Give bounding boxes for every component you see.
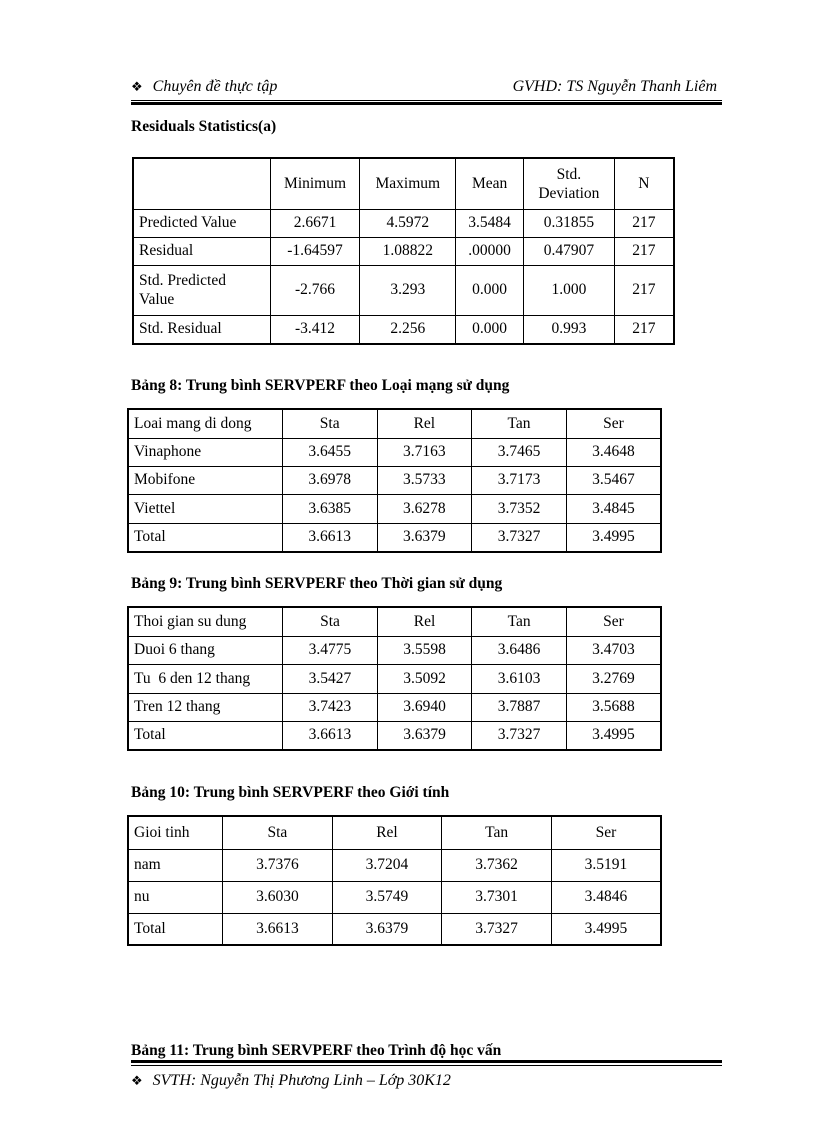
table-row: [133, 237, 674, 265]
header-cell: Std. Deviation: [524, 158, 615, 209]
table-row: [133, 315, 674, 344]
header-right-text: GVHD: TS Nguyễn Thanh Liêm: [512, 78, 717, 95]
cell: 1.000: [524, 265, 615, 315]
cell: 3.7327: [442, 913, 552, 945]
cell: 3.4995: [566, 523, 661, 552]
row-label: Tren 12 thang: [128, 693, 283, 721]
header-cell: N: [614, 158, 674, 209]
cell: 3.6030: [223, 881, 333, 913]
cell: 3.5467: [566, 466, 661, 494]
cell: 217: [614, 209, 674, 237]
row-label: Vinaphone: [128, 438, 282, 466]
cell: 3.7301: [442, 881, 552, 913]
table-row: [133, 265, 674, 315]
table-row: [128, 636, 661, 664]
cell: 3.4703: [566, 636, 661, 664]
header-cell: Sta: [282, 409, 377, 438]
cell: 3.4846: [551, 881, 661, 913]
cell: 3.4995: [566, 721, 661, 750]
cell: 1.08822: [360, 237, 456, 265]
cell: 0.000: [456, 315, 524, 344]
cell: 3.6379: [332, 913, 442, 945]
cell: 3.7204: [332, 849, 442, 881]
table-row: [128, 438, 661, 466]
table10-caption: Bảng 10: Trung bình SERVPERF theo Giới tính: [131, 784, 450, 801]
row-label: Total: [128, 523, 282, 552]
cell: 3.6486: [472, 636, 567, 664]
header-cell: Rel: [377, 409, 472, 438]
cell: .00000: [456, 237, 524, 265]
header-cell: Tan: [472, 409, 567, 438]
cell: 0.47907: [524, 237, 615, 265]
row-label: Predicted Value: [133, 209, 270, 237]
footer-rule: [131, 1060, 722, 1066]
cell: 3.7465: [472, 438, 567, 466]
cell: -2.766: [270, 265, 360, 315]
header-cell: Ser: [566, 409, 661, 438]
row-label: Residual: [133, 237, 270, 265]
header-cell: Maximum: [360, 158, 456, 209]
header-left-text: Chuyên đề thực tập: [152, 78, 278, 95]
table9: [127, 606, 662, 751]
cell: 3.7327: [472, 721, 567, 750]
cell: 3.6978: [282, 466, 377, 494]
diamond-bullet-icon: ❖: [131, 79, 143, 94]
cell: 3.4775: [283, 636, 378, 664]
cell: 3.5092: [377, 664, 472, 693]
header-cell: Gioi tinh: [128, 816, 223, 849]
header-cell: Minimum: [270, 158, 360, 209]
cell: 2.256: [360, 315, 456, 344]
cell: 3.6940: [377, 693, 472, 721]
header-cell: Rel: [332, 816, 442, 849]
cell: 3.6379: [377, 721, 472, 750]
cell: -3.412: [270, 315, 360, 344]
cell: 3.4648: [566, 438, 661, 466]
table-row: [128, 849, 661, 881]
cell: 3.5191: [551, 849, 661, 881]
cell: 3.6455: [282, 438, 377, 466]
cell: 0.993: [524, 315, 615, 344]
page-header: [131, 78, 721, 100]
cell: 3.6379: [377, 523, 472, 552]
table8-caption: Bảng 8: Trung bình SERVPERF theo Loại mạng sử dụng: [131, 377, 510, 394]
row-label: Total: [128, 913, 223, 945]
footer-text: SVTH: Nguyễn Thị Phương Linh – Lớp 30K12: [152, 1072, 451, 1089]
cell: 0.31855: [524, 209, 615, 237]
cell: 3.2769: [566, 664, 661, 693]
cell: 3.293: [360, 265, 456, 315]
header-cell: Rel: [377, 607, 472, 636]
row-label: Std. Predicted Value: [133, 265, 270, 315]
table-row: [128, 664, 661, 693]
cell: 217: [614, 315, 674, 344]
cell: 3.7362: [442, 849, 552, 881]
cell: 3.7376: [223, 849, 333, 881]
cell: 3.6613: [223, 913, 333, 945]
cell: 4.5972: [360, 209, 456, 237]
cell: 3.5749: [332, 881, 442, 913]
table-header-row: [128, 816, 661, 849]
cell: 3.7887: [472, 693, 567, 721]
table-header-row: [133, 158, 674, 209]
table-row: [128, 494, 661, 523]
table-row: [128, 693, 661, 721]
cell: 3.7352: [472, 494, 567, 523]
page-footer: [131, 1072, 451, 1090]
cell: 3.7423: [283, 693, 378, 721]
cell: 3.6385: [282, 494, 377, 523]
cell: 3.6613: [282, 523, 377, 552]
cell: 3.7327: [472, 523, 567, 552]
header-cell: Sta: [223, 816, 333, 849]
header-cell: [133, 158, 270, 209]
row-label: Tu 6 den 12 thang: [128, 664, 283, 693]
table-row: [133, 209, 674, 237]
table-row: [128, 881, 661, 913]
cell: 3.5688: [566, 693, 661, 721]
table8: [127, 408, 662, 553]
cell: 3.6278: [377, 494, 472, 523]
cell: 3.6613: [283, 721, 378, 750]
header-cell: Tan: [442, 816, 552, 849]
diamond-bullet-icon: ❖: [131, 1073, 143, 1088]
cell: 3.4995: [551, 913, 661, 945]
table-row: [128, 466, 661, 494]
header-rule: [131, 100, 722, 105]
cell: -1.64597: [270, 237, 360, 265]
cell: 0.000: [456, 265, 524, 315]
cell: 3.6103: [472, 664, 567, 693]
cell: 3.5733: [377, 466, 472, 494]
table-row: [128, 523, 661, 552]
row-label: Total: [128, 721, 283, 750]
residuals-caption: Residuals Statistics(a): [131, 118, 277, 135]
row-label: Duoi 6 thang: [128, 636, 283, 664]
cell: 3.5427: [283, 664, 378, 693]
table10: [127, 815, 662, 946]
header-cell: Thoi gian su dung: [128, 607, 283, 636]
table9-caption: Bảng 9: Trung bình SERVPERF theo Thời gian sử dụng: [131, 575, 503, 592]
cell: 3.4845: [566, 494, 661, 523]
cell: 2.6671: [270, 209, 360, 237]
row-label: Viettel: [128, 494, 282, 523]
header-cell: Tan: [472, 607, 567, 636]
table-row: [128, 721, 661, 750]
table-row: [128, 913, 661, 945]
cell: 3.7163: [377, 438, 472, 466]
header-cell: Loai mang di dong: [128, 409, 282, 438]
row-label: nam: [128, 849, 223, 881]
cell: 3.7173: [472, 466, 567, 494]
header-cell: Sta: [283, 607, 378, 636]
cell: 3.5598: [377, 636, 472, 664]
cell: 3.5484: [456, 209, 524, 237]
cell: 217: [614, 237, 674, 265]
header-left: [131, 78, 277, 96]
row-label: Std. Residual: [133, 315, 270, 344]
header-cell: Mean: [456, 158, 524, 209]
row-label: nu: [128, 881, 223, 913]
row-label: Mobifone: [128, 466, 282, 494]
header-cell: Ser: [566, 607, 661, 636]
table-header-row: [128, 409, 661, 438]
table-header-row: [128, 607, 661, 636]
header-cell: Ser: [551, 816, 661, 849]
cell: 217: [614, 265, 674, 315]
residuals-table: [132, 157, 675, 345]
table11-caption: Bảng 11: Trung bình SERVPERF theo Trình độ học vấn: [131, 1042, 502, 1059]
